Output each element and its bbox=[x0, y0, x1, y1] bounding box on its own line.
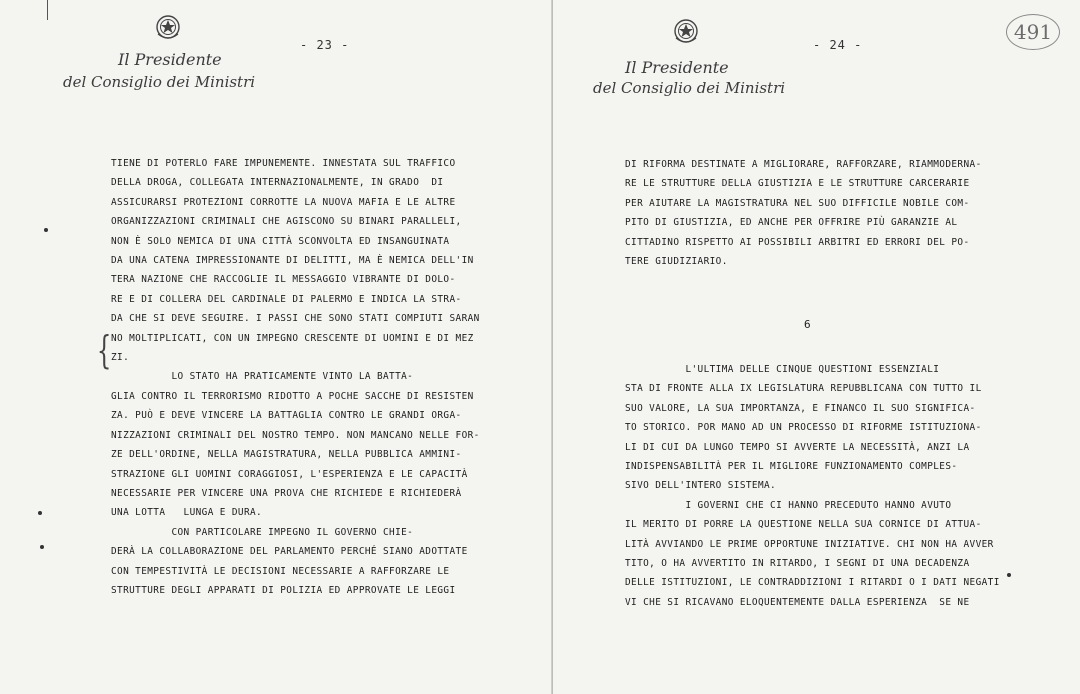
republic-emblem-icon bbox=[671, 16, 701, 46]
text-line: RE E DI COLLERA DEL CARDINALE DI PALERMO E INDICA LA STRA- bbox=[111, 293, 462, 305]
text-line: I GOVERNI CHE CI HANNO PRECEDUTO HANNO AVUTO bbox=[625, 499, 952, 511]
page-number: - 23 - bbox=[300, 38, 350, 52]
text-line: DA CHE SI DEVE SEGUIRE. I PASSI CHE SONO STATI COMPIUTI SARAN bbox=[111, 313, 480, 325]
text-line: CON TEMPESTIVITÀ LE DECISIONI NECESSARIE A RAFFORZARE LE bbox=[111, 565, 450, 577]
text-line: NO MOLTIPLICATI, CON UN IMPEGNO CRESCENTE DI UOMINI E DI MEZ bbox=[111, 332, 474, 344]
text-line: STRUTTURE DEGLI APPARATI DI POLIZIA ED APPROVATE LE LEGGI bbox=[111, 584, 456, 596]
text-line: DA UNA CATENA IMPRESSIONANTE DI DELITTI, MA È NEMICA DELL'IN bbox=[111, 255, 474, 267]
page-number: - 24 - bbox=[813, 38, 863, 52]
letterhead-subtitle: del Consiglio dei Ministri bbox=[63, 73, 256, 91]
text-line: LITÀ AVVIANDO LE PRIME OPPORTUNE INIZIATIVE. CHI NON HA AVVER bbox=[625, 538, 994, 550]
text-line: DELLA DROGA, COLLEGATA INTERNAZIONALMENTE, IN GRADO DI bbox=[111, 177, 444, 189]
text-line: STA DI FRONTE ALLA IX LEGISLATURA REPUBBLICANA CON TUTTO IL bbox=[625, 383, 982, 395]
text-line: STRAZIONE GLI UOMINI CORAGGIOSI, L'ESPERIENZA E LE CAPACITÀ bbox=[111, 468, 468, 480]
margin-dot bbox=[40, 545, 44, 549]
left-body-text bbox=[111, 154, 480, 600]
letterhead-title: Il Presidente bbox=[118, 50, 222, 69]
text-line: SUO VALORE, LA SUA IMPORTANZA, E FINANCO IL SUO SIGNIFICA- bbox=[625, 402, 976, 414]
margin-brace: { bbox=[96, 328, 112, 372]
text-line: TERA NAZIONE CHE RACCOGLIE IL MESSAGGIO VIBRANTE DI DOLO- bbox=[111, 274, 456, 286]
text-line: ORGANIZZAZIONI CRIMINALI CHE AGISCONO SU BINARI PARALLELI, bbox=[111, 216, 462, 228]
text-line: CITTADINO RISPETTO AI POSSIBILI ARBITRI ED ERRORI DEL PO- bbox=[625, 236, 970, 248]
archive-stamp: 491 bbox=[1006, 14, 1060, 50]
text-line: TERE GIUDIZIARIO. bbox=[625, 256, 728, 268]
margin-dot bbox=[1007, 573, 1011, 577]
right-body-text-top bbox=[625, 155, 982, 271]
text-line: INDISPENSABILITÀ PER IL MIGLIORE FUNZIONAMENTO COMPLES- bbox=[625, 461, 958, 473]
text-line: DERÀ LA COLLABORAZIONE DEL PARLAMENTO PERCHÉ SIANO ADOTTATE bbox=[111, 546, 468, 558]
letterhead-title: Il Presidente bbox=[625, 58, 729, 77]
text-line: VI CHE SI RICAVANO ELOQUENTEMENTE DALLA ESPERIENZA SE NE bbox=[625, 596, 970, 608]
text-line: NIZZAZIONI CRIMINALI DEL NOSTRO TEMPO. NON MANCANO NELLE FOR- bbox=[111, 429, 480, 441]
edge-mark bbox=[47, 0, 48, 20]
text-line: PER AIUTARE LA MAGISTRATURA NEL SUO DIFFICILE NOBILE COM- bbox=[625, 197, 970, 209]
right-body-text-bottom bbox=[625, 360, 1000, 612]
text-line: DI RIFORMA DESTINATE A MIGLIORARE, RAFFORZARE, RIAMMODERNA- bbox=[625, 159, 982, 170]
text-line: UNA LOTTA LUNGA E DURA. bbox=[111, 507, 263, 519]
text-line: ZA. PUÒ E DEVE VINCERE LA BATTAGLIA CONTRO LE GRANDI ORGA- bbox=[111, 410, 462, 422]
text-line: L'ULTIMA DELLE CINQUE QUESTIONI ESSENZIALI bbox=[625, 364, 940, 375]
section-number: 6 bbox=[804, 318, 811, 331]
text-line: LI DI CUI DA LUNGO TEMPO SI AVVERTE LA NECESSITÀ, ANZI LA bbox=[625, 441, 970, 453]
text-line: TO STORICO. POR MANO AD UN PROCESSO DI RIFORME ISTITUZIONA- bbox=[625, 422, 982, 434]
text-line: GLIA CONTRO IL TERRORISMO RIDOTTO A POCHE SACCHE DI RESISTEN bbox=[111, 390, 474, 402]
text-line: IL MERITO DI PORRE LA QUESTIONE NELLA SUA CORNICE DI ATTUA- bbox=[625, 519, 982, 531]
text-line: ASSICURARSI PROTEZIONI CORROTTE LA NUOVA MAFIA E LE ALTRE bbox=[111, 196, 456, 208]
text-line: TIENE DI POTERLO FARE IMPUNEMENTE. INNESTATA SUL TRAFFICO bbox=[111, 158, 456, 169]
republic-emblem-icon bbox=[153, 12, 183, 42]
text-line: ZI. bbox=[111, 352, 130, 364]
text-line: LO STATO HA PRATICAMENTE VINTO LA BATTA- bbox=[111, 371, 414, 383]
margin-dot bbox=[44, 228, 48, 232]
text-line: TITO, O HA AVVERTITO IN RITARDO, I SEGNI DI UNA DECADENZA bbox=[625, 558, 970, 570]
right-page bbox=[553, 0, 1080, 694]
text-line: NON È SOLO NEMICA DI UNA CITTÀ SCONVOLTA ED INSANGUINATA bbox=[111, 235, 450, 247]
letterhead-subtitle: del Consiglio dei Ministri bbox=[593, 79, 786, 97]
text-line: DELLE ISTITUZIONI, LE CONTRADDIZIONI I RITARDI O I DATI NEGATI bbox=[625, 577, 1000, 589]
margin-dot bbox=[38, 511, 42, 515]
text-line: CON PARTICOLARE IMPEGNO IL GOVERNO CHIE- bbox=[111, 526, 414, 538]
text-line: SIVO DELL'INTERO SISTEMA. bbox=[625, 480, 777, 492]
text-line: RE LE STRUTTURE DELLA GIUSTIZIA E LE STRUTTURE CARCERARIE bbox=[625, 178, 970, 190]
text-line: ZE DELL'ORDINE, NELLA MAGISTRATURA, NELLA PUBBLICA AMMINI- bbox=[111, 449, 462, 461]
text-line: NECESSARIE PER VINCERE UNA PROVA CHE RICHIEDE E RICHIEDERÀ bbox=[111, 487, 462, 499]
text-line: PITO DI GIUSTIZIA, ED ANCHE PER OFFRIRE PIÙ GARANZIE AL bbox=[625, 217, 958, 229]
